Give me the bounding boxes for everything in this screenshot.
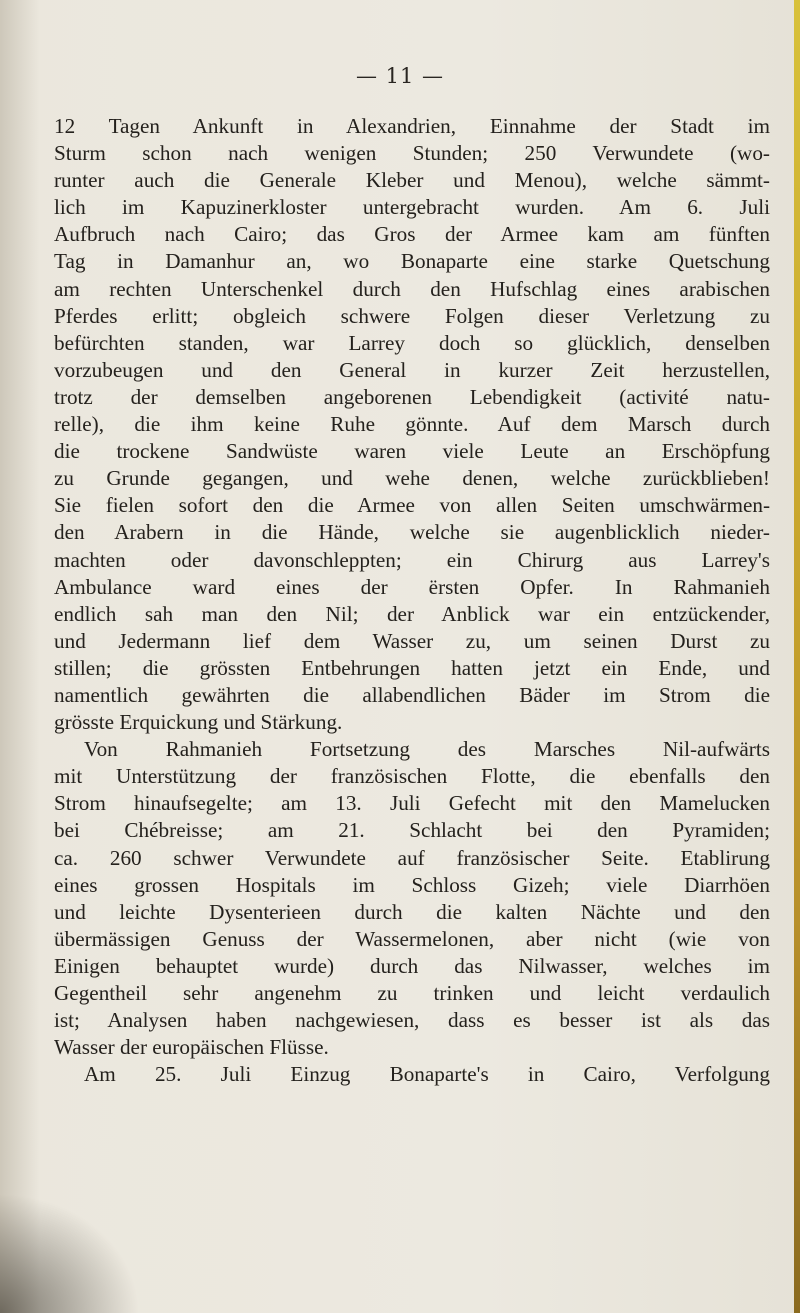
text-line: Am 25. Juli Einzug Bonaparte's in Cairo, Verfolgung — [84, 1062, 770, 1087]
text-line: Pferdes erlitt; obgleich schwere Folgen dieser Verletzung zu — [54, 303, 770, 328]
page-number: — 11 — — [355, 64, 445, 88]
text-line: die trockene Sandwüste waren viele Leute an Erschöpfung — [54, 439, 770, 464]
text-line: eines grossen Hospitals im Schloss Gizeh; viele Diarrhöen — [54, 872, 770, 897]
text-line: am rechten Unterschenkel durch den Hufschlag eines arabischen — [54, 276, 770, 301]
text-line: grösste Erquickung und Stärkung. — [54, 710, 343, 735]
text-line: endlich sah man den Nil; der Anblick war ein entzückender, — [54, 601, 770, 626]
text-line: Strom hinaufsegelte; am 13. Juli Gefecht mit den Mamelucken — [54, 791, 770, 816]
text-line: Sie fielen sofort den die Armee von allen Seiten umschwärmen- — [54, 493, 770, 518]
text-line: stillen; die grössten Entbehrungen hatten jetzt ein Ende, und — [54, 655, 770, 680]
text-line: mit Unterstützung der französischen Flotte, die ebenfalls den — [54, 764, 770, 789]
text-line: befürchten standen, war Larrey doch so glücklich, denselben — [54, 330, 770, 355]
text-line: bei Chébreisse; am 21. Schlacht bei den Pyramiden; — [54, 818, 770, 843]
text-line: lich im Kapuzinerkloster untergebracht wurden. Am 6. Juli — [54, 195, 770, 220]
page-gutter-shadow — [0, 0, 40, 1313]
text-line: ca. 260 schwer Verwundete auf französischer Seite. Etablirung — [54, 845, 770, 870]
text-line: Tag in Damanhur an, wo Bonaparte eine starke Quetschung — [54, 249, 770, 274]
text-line: vorzubeugen und den General in kurzer Zeit herzustellen, — [54, 357, 770, 382]
body-text — [54, 113, 770, 1088]
text-line: runter auch die Generale Kleber und Menou), welche sämmt- — [54, 168, 770, 193]
text-line: relle), die ihm keine Ruhe gönnte. Auf dem Marsch durch — [54, 412, 770, 437]
text-line: zu Grunde gegangen, und wehe denen, welche zurückblieben! — [54, 466, 770, 491]
text-line: Sturm schon nach wenigen Stunden; 250 Verwundete (wo- — [54, 141, 770, 166]
text-line: Einigen behauptet wurde) durch das Nilwasser, welches im — [54, 953, 770, 978]
text-line: namentlich gewährten die allabendlichen Bäder im Strom die — [54, 682, 770, 707]
text-line: und leichte Dysenterieen durch die kalten Nächte und den — [54, 899, 770, 924]
text-line: 12 Tagen Ankunft in Alexandrien, Einnahme der Stadt im — [54, 114, 770, 138]
text-line: den Arabern in die Hände, welche sie augenblicklich nieder- — [54, 520, 770, 545]
text-line: Gegentheil sehr angenehm zu trinken und leicht verdaulich — [54, 981, 770, 1005]
text-line: übermässigen Genuss der Wassermelonen, aber nicht (wie von — [54, 926, 770, 951]
page-edge — [794, 0, 800, 1313]
text-line: Von Rahmanieh Fortsetzung des Marsches Nil-aufwärts — [84, 737, 770, 762]
text-line: Wasser der europäischen Flüsse. — [54, 1035, 329, 1060]
page-corner-shadow — [0, 1193, 140, 1313]
text-line: und Jedermann lief dem Wasser zu, um seinen Durst zu — [54, 628, 770, 653]
text-line: Aufbruch nach Cairo; das Gros der Armee kam am fünften — [54, 222, 770, 247]
text-line: trotz der demselben angeborenen Lebendigkeit (activité natu- — [54, 384, 770, 409]
text-line: ist; Analysen haben nachgewiesen, dass es besser ist als das — [54, 1008, 770, 1033]
text-line: Ambulance ward eines der ërsten Opfer. In Rahmanieh — [54, 574, 770, 599]
text-line: machten oder davonschleppten; ein Chirurg aus Larrey's — [54, 547, 770, 572]
